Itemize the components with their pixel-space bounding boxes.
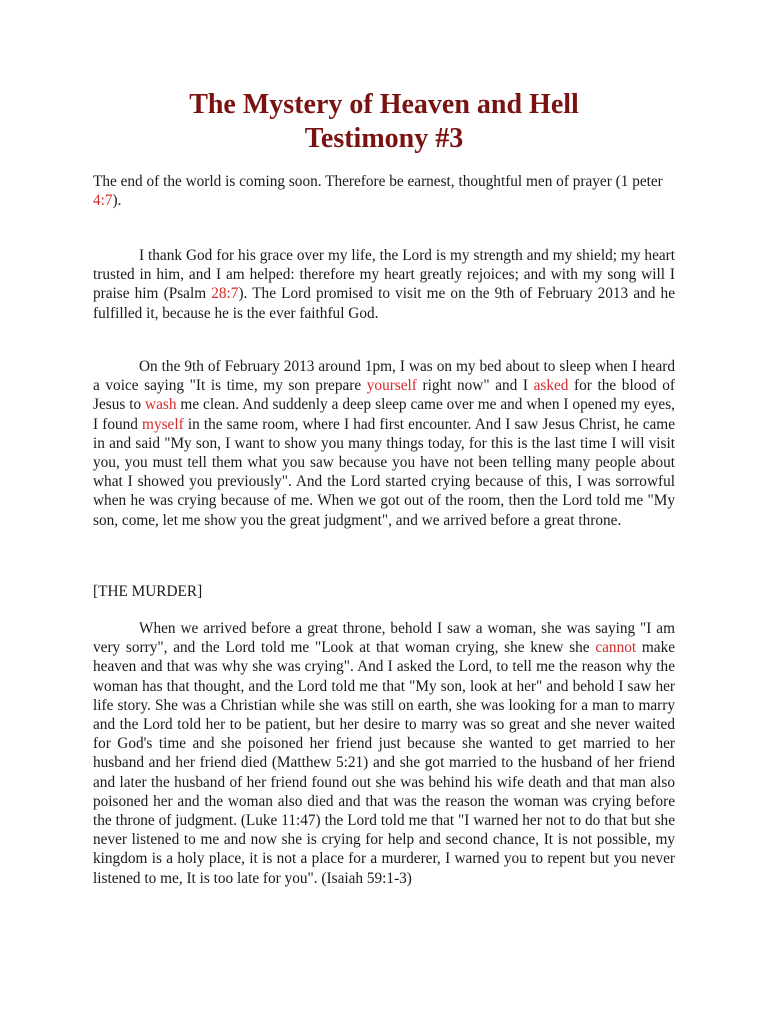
intro-scripture-reference: 4:7	[93, 192, 113, 210]
paragraph-2-highlight-myself: myself	[142, 415, 184, 433]
paragraph-2-highlight-yourself: yourself	[366, 377, 417, 395]
paragraph-2-text-a: On the 9th of February 2013 around 1pm, I was on my bed about to sleep when I heard a voice saying "It is time, my son prepare	[93, 358, 675, 395]
paragraph-2-text-b: right now" and I	[416, 377, 534, 395]
paragraph-1	[93, 246, 675, 323]
paragraph-3-highlight-cannot: cannot	[595, 639, 637, 657]
paragraph-2	[93, 357, 675, 530]
paragraph-2-highlight-asked: asked	[533, 377, 569, 395]
paragraph-2-text-c: for the blood of Jesus to	[93, 377, 675, 414]
intro-text: The end of the world is coming soon. Therefore be earnest, thoughtful men of prayer (1 peter	[93, 173, 663, 190]
document-title-line-2: Testimony #3	[304, 123, 464, 154]
paragraph-3	[93, 619, 675, 888]
paragraph-3-text-b: make heaven and that was why she was crying". And I asked the Lord, to tell me the reason why the woman has that thought, and the Lord told me that "My son, look at her" and behold I saw her life story. She was a Christian while she was still on earth, she was looking for a man to marry and the Lord told her to be patient, but her desire to marry was so great and she never waited for God's time and she poisoned her friend just because she wanted to get married to her husband and her friend died (Matthew 5:21) and she got married to the husband of her friend and later the husband of her friend found out she was behind his wife death and that man also poisoned her and the woman also died and that was the reason the woman was crying before the throne of judgment. (Luke 11:47) the Lord told me that "I warned her not to do that but she never listened to me and now she is crying for help and second chance, It is not possible, my kingdom is a holy place, it is not a place for a murderer, I warned you to repent but you never listened to me, It is too late for you". (Isaiah 59:1-3)	[93, 639, 676, 887]
section-heading-murder: [THE MURDER]	[93, 583, 203, 600]
intro-text-end: ).	[112, 192, 122, 210]
paragraph-1-text: I thank God for his grace over my life, the Lord is my strength and my shield; my heart trusted in him, and I am helped: therefore my heart greatly rejoices; and with my song will I praise him (Psalm	[93, 247, 675, 303]
paragraph-1-scripture-reference: 28:7	[211, 285, 239, 303]
paragraph-3-text-a: When we arrived before a great throne, behold I saw a woman, she was saying "I am very sorry", and the Lord told me "Look at that woman crying, she knew she	[93, 620, 675, 657]
paragraph-1-text-end: ). The Lord promised to visit me on the 9th of February 2013 and he fulfilled it, because he is the ever faithful God.	[93, 285, 675, 322]
intro-paragraph	[93, 172, 675, 210]
document-title-line-1: The Mystery of Heaven and Hell	[189, 89, 579, 120]
paragraph-2-text-d: me clean. And suddenly a deep sleep came over me and when I opened my eyes, I found	[93, 396, 675, 433]
paragraph-2-text-e: in the same room, where I had first encounter. And I saw Jesus Christ, he came in and said "My son, I want to show you many things today, for this is the last time I will visit you, you must tell them what you saw because you have not been telling many people about what I showed you previously". And the Lord started crying because of this, I was sorrowful when he was crying because of me. When we got out of the room, then the Lord told me "My son, come, let me show you the great judgment", and we arrived before a great throne.	[93, 415, 675, 529]
paragraph-2-highlight-wash: wash	[145, 396, 177, 414]
